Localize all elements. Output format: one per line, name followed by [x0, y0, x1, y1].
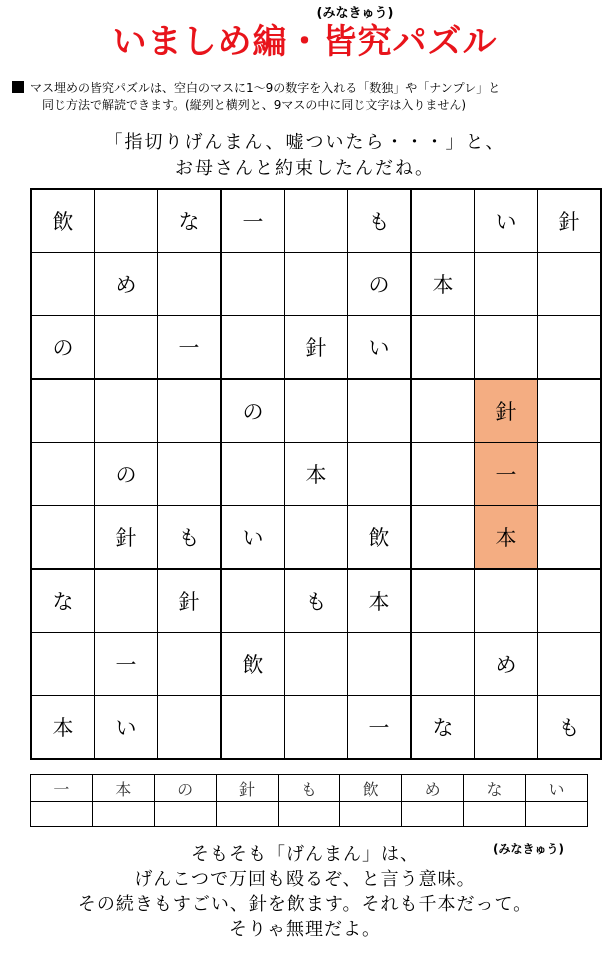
grid-cell-empty[interactable]	[285, 253, 348, 316]
answer-row	[31, 802, 588, 827]
grid-cell-empty[interactable]	[411, 633, 475, 696]
rules-text	[12, 80, 602, 114]
grid-row	[31, 696, 601, 760]
grid-cell-given: 本	[348, 569, 412, 633]
grid-cell-empty[interactable]	[158, 443, 222, 506]
grid-cell-given: の	[95, 443, 158, 506]
closing-line-2: げんこつで万回も殴るぞ、と言う意味。	[134, 869, 476, 890]
grid-cell-empty[interactable]	[158, 253, 222, 316]
closing-line-4: そりゃ無理だよ。	[229, 919, 381, 940]
grid-cell-empty[interactable]	[31, 633, 95, 696]
grid-cell-given: 本	[31, 696, 95, 760]
grid-cell-given: い	[221, 506, 285, 570]
grid-cell-empty[interactable]	[348, 443, 412, 506]
grid-cell-given: め	[95, 253, 158, 316]
grid-cell-empty[interactable]	[475, 253, 538, 316]
grid-cell-given: も	[348, 189, 412, 253]
key-cell: の	[154, 775, 216, 802]
grid-cell-given: 本	[411, 253, 475, 316]
answer-cell[interactable]	[216, 802, 278, 827]
answer-cell[interactable]	[31, 802, 93, 827]
answer-cell[interactable]	[464, 802, 526, 827]
grid-cell-given: も	[285, 569, 348, 633]
quote-line-2: お母さんと約束したんだね。	[175, 158, 435, 179]
grid-cell-empty[interactable]	[95, 189, 158, 253]
key-table	[30, 774, 588, 827]
grid-cell-given: 一	[475, 443, 538, 506]
grid-cell-empty[interactable]	[538, 506, 602, 570]
grid-cell-empty[interactable]	[95, 379, 158, 443]
grid-cell-given: い	[95, 696, 158, 760]
grid-cell-empty[interactable]	[221, 569, 285, 633]
rules-line-2: 同じ方法で解読できます。(縦列と横列と、9マスの中に同じ文字は入りません)	[42, 98, 467, 112]
grid-cell-empty[interactable]	[158, 696, 222, 760]
answer-cell[interactable]	[340, 802, 402, 827]
answer-cell[interactable]	[278, 802, 340, 827]
grid-cell-empty[interactable]	[95, 569, 158, 633]
grid-cell-given: め	[475, 633, 538, 696]
grid-cell-empty[interactable]	[31, 379, 95, 443]
grid-cell-given: も	[158, 506, 222, 570]
grid-row	[31, 569, 601, 633]
grid-cell-given: 針	[158, 569, 222, 633]
grid-cell-given: 針	[285, 316, 348, 380]
grid-cell-given: な	[411, 696, 475, 760]
key-row	[31, 775, 588, 802]
grid-row	[31, 443, 601, 506]
grid-cell-empty[interactable]	[285, 379, 348, 443]
answer-cell[interactable]	[526, 802, 588, 827]
key-cell: 一	[31, 775, 93, 802]
key-cell: 飲	[340, 775, 402, 802]
closing-text	[0, 842, 610, 942]
grid-cell-empty[interactable]	[538, 443, 602, 506]
grid-cell-given: 一	[158, 316, 222, 380]
closing-line-3: その続きもすごい、針を飲ます。それも千本だって。	[77, 894, 533, 915]
grid-cell-empty[interactable]	[285, 189, 348, 253]
grid-cell-given: 飲	[221, 633, 285, 696]
closing-furigana: (みなきゅう)	[493, 842, 564, 856]
closing-line-1: そもそも「げんまん」は、	[191, 844, 419, 865]
grid-cell-given: 一	[95, 633, 158, 696]
story-quote	[0, 130, 610, 182]
key-cell: い	[526, 775, 588, 802]
grid-cell-empty[interactable]	[285, 696, 348, 760]
grid-cell-given: 針	[538, 189, 602, 253]
grid-cell-empty[interactable]	[221, 253, 285, 316]
key-cell: 本	[92, 775, 154, 802]
grid-row	[31, 506, 601, 570]
grid-cell-given: い	[475, 189, 538, 253]
grid-row	[31, 189, 601, 253]
grid-cell-given: 一	[221, 189, 285, 253]
grid-row	[31, 316, 601, 380]
grid-cell-empty[interactable]	[221, 696, 285, 760]
grid-cell-empty[interactable]	[411, 569, 475, 633]
grid-cell-empty[interactable]	[411, 443, 475, 506]
grid-cell-given: の	[221, 379, 285, 443]
key-cell: も	[278, 775, 340, 802]
grid-row	[31, 253, 601, 316]
grid-cell-empty[interactable]	[411, 316, 475, 380]
grid-cell-empty[interactable]	[221, 443, 285, 506]
quote-line-1: 「指切りげんまん、嘘ついたら・・・」と、	[104, 132, 506, 153]
grid-cell-empty[interactable]	[475, 696, 538, 760]
grid-cell-given: な	[158, 189, 222, 253]
key-cell: な	[464, 775, 526, 802]
grid-cell-empty[interactable]	[538, 379, 602, 443]
rules-line-1: マス埋めの皆究パズルは、空白のマスに1～9の数字を入れる「数独」や「ナンプレ」と	[30, 81, 501, 95]
title-furigana: (みなきゅう)	[316, 6, 394, 21]
grid-row	[31, 379, 601, 443]
answer-cell[interactable]	[92, 802, 154, 827]
grid-cell-empty[interactable]	[538, 633, 602, 696]
page-title: いましめ編・皆究パズル	[112, 22, 498, 62]
puzzle-grid	[30, 188, 602, 760]
key-cell: 針	[216, 775, 278, 802]
grid-cell-empty[interactable]	[411, 379, 475, 443]
grid-cell-empty[interactable]	[31, 506, 95, 570]
grid-cell-empty[interactable]	[285, 633, 348, 696]
grid-cell-empty[interactable]	[475, 316, 538, 380]
grid-cell-given: も	[538, 696, 602, 760]
grid-cell-empty[interactable]	[221, 316, 285, 380]
grid-cell-empty[interactable]	[31, 443, 95, 506]
grid-cell-empty[interactable]	[95, 316, 158, 380]
grid-cell-given: い	[348, 316, 412, 380]
key-cell: め	[402, 775, 464, 802]
grid-cell-empty[interactable]	[411, 189, 475, 253]
grid-cell-empty[interactable]	[538, 253, 602, 316]
grid-cell-empty[interactable]	[538, 316, 602, 380]
grid-cell-given: 飲	[348, 506, 412, 570]
grid-cell-empty[interactable]	[285, 506, 348, 570]
grid-cell-empty[interactable]	[158, 379, 222, 443]
bullet-square-icon	[12, 81, 24, 93]
grid-cell-given: 一	[348, 696, 412, 760]
grid-cell-given: 針	[95, 506, 158, 570]
grid-cell-given: 本	[475, 506, 538, 570]
grid-row	[31, 633, 601, 696]
grid-cell-given: 飲	[31, 189, 95, 253]
grid-cell-empty[interactable]	[538, 569, 602, 633]
grid-cell-given: の	[31, 316, 95, 380]
grid-cell-given: な	[31, 569, 95, 633]
grid-cell-empty[interactable]	[475, 569, 538, 633]
grid-cell-given: 本	[285, 443, 348, 506]
grid-cell-empty[interactable]	[411, 506, 475, 570]
grid-cell-empty[interactable]	[348, 633, 412, 696]
answer-cell[interactable]	[154, 802, 216, 827]
grid-cell-empty[interactable]	[31, 253, 95, 316]
grid-cell-given: 針	[475, 379, 538, 443]
grid-cell-empty[interactable]	[158, 633, 222, 696]
grid-cell-given: の	[348, 253, 412, 316]
grid-cell-empty[interactable]	[348, 379, 412, 443]
answer-cell[interactable]	[402, 802, 464, 827]
